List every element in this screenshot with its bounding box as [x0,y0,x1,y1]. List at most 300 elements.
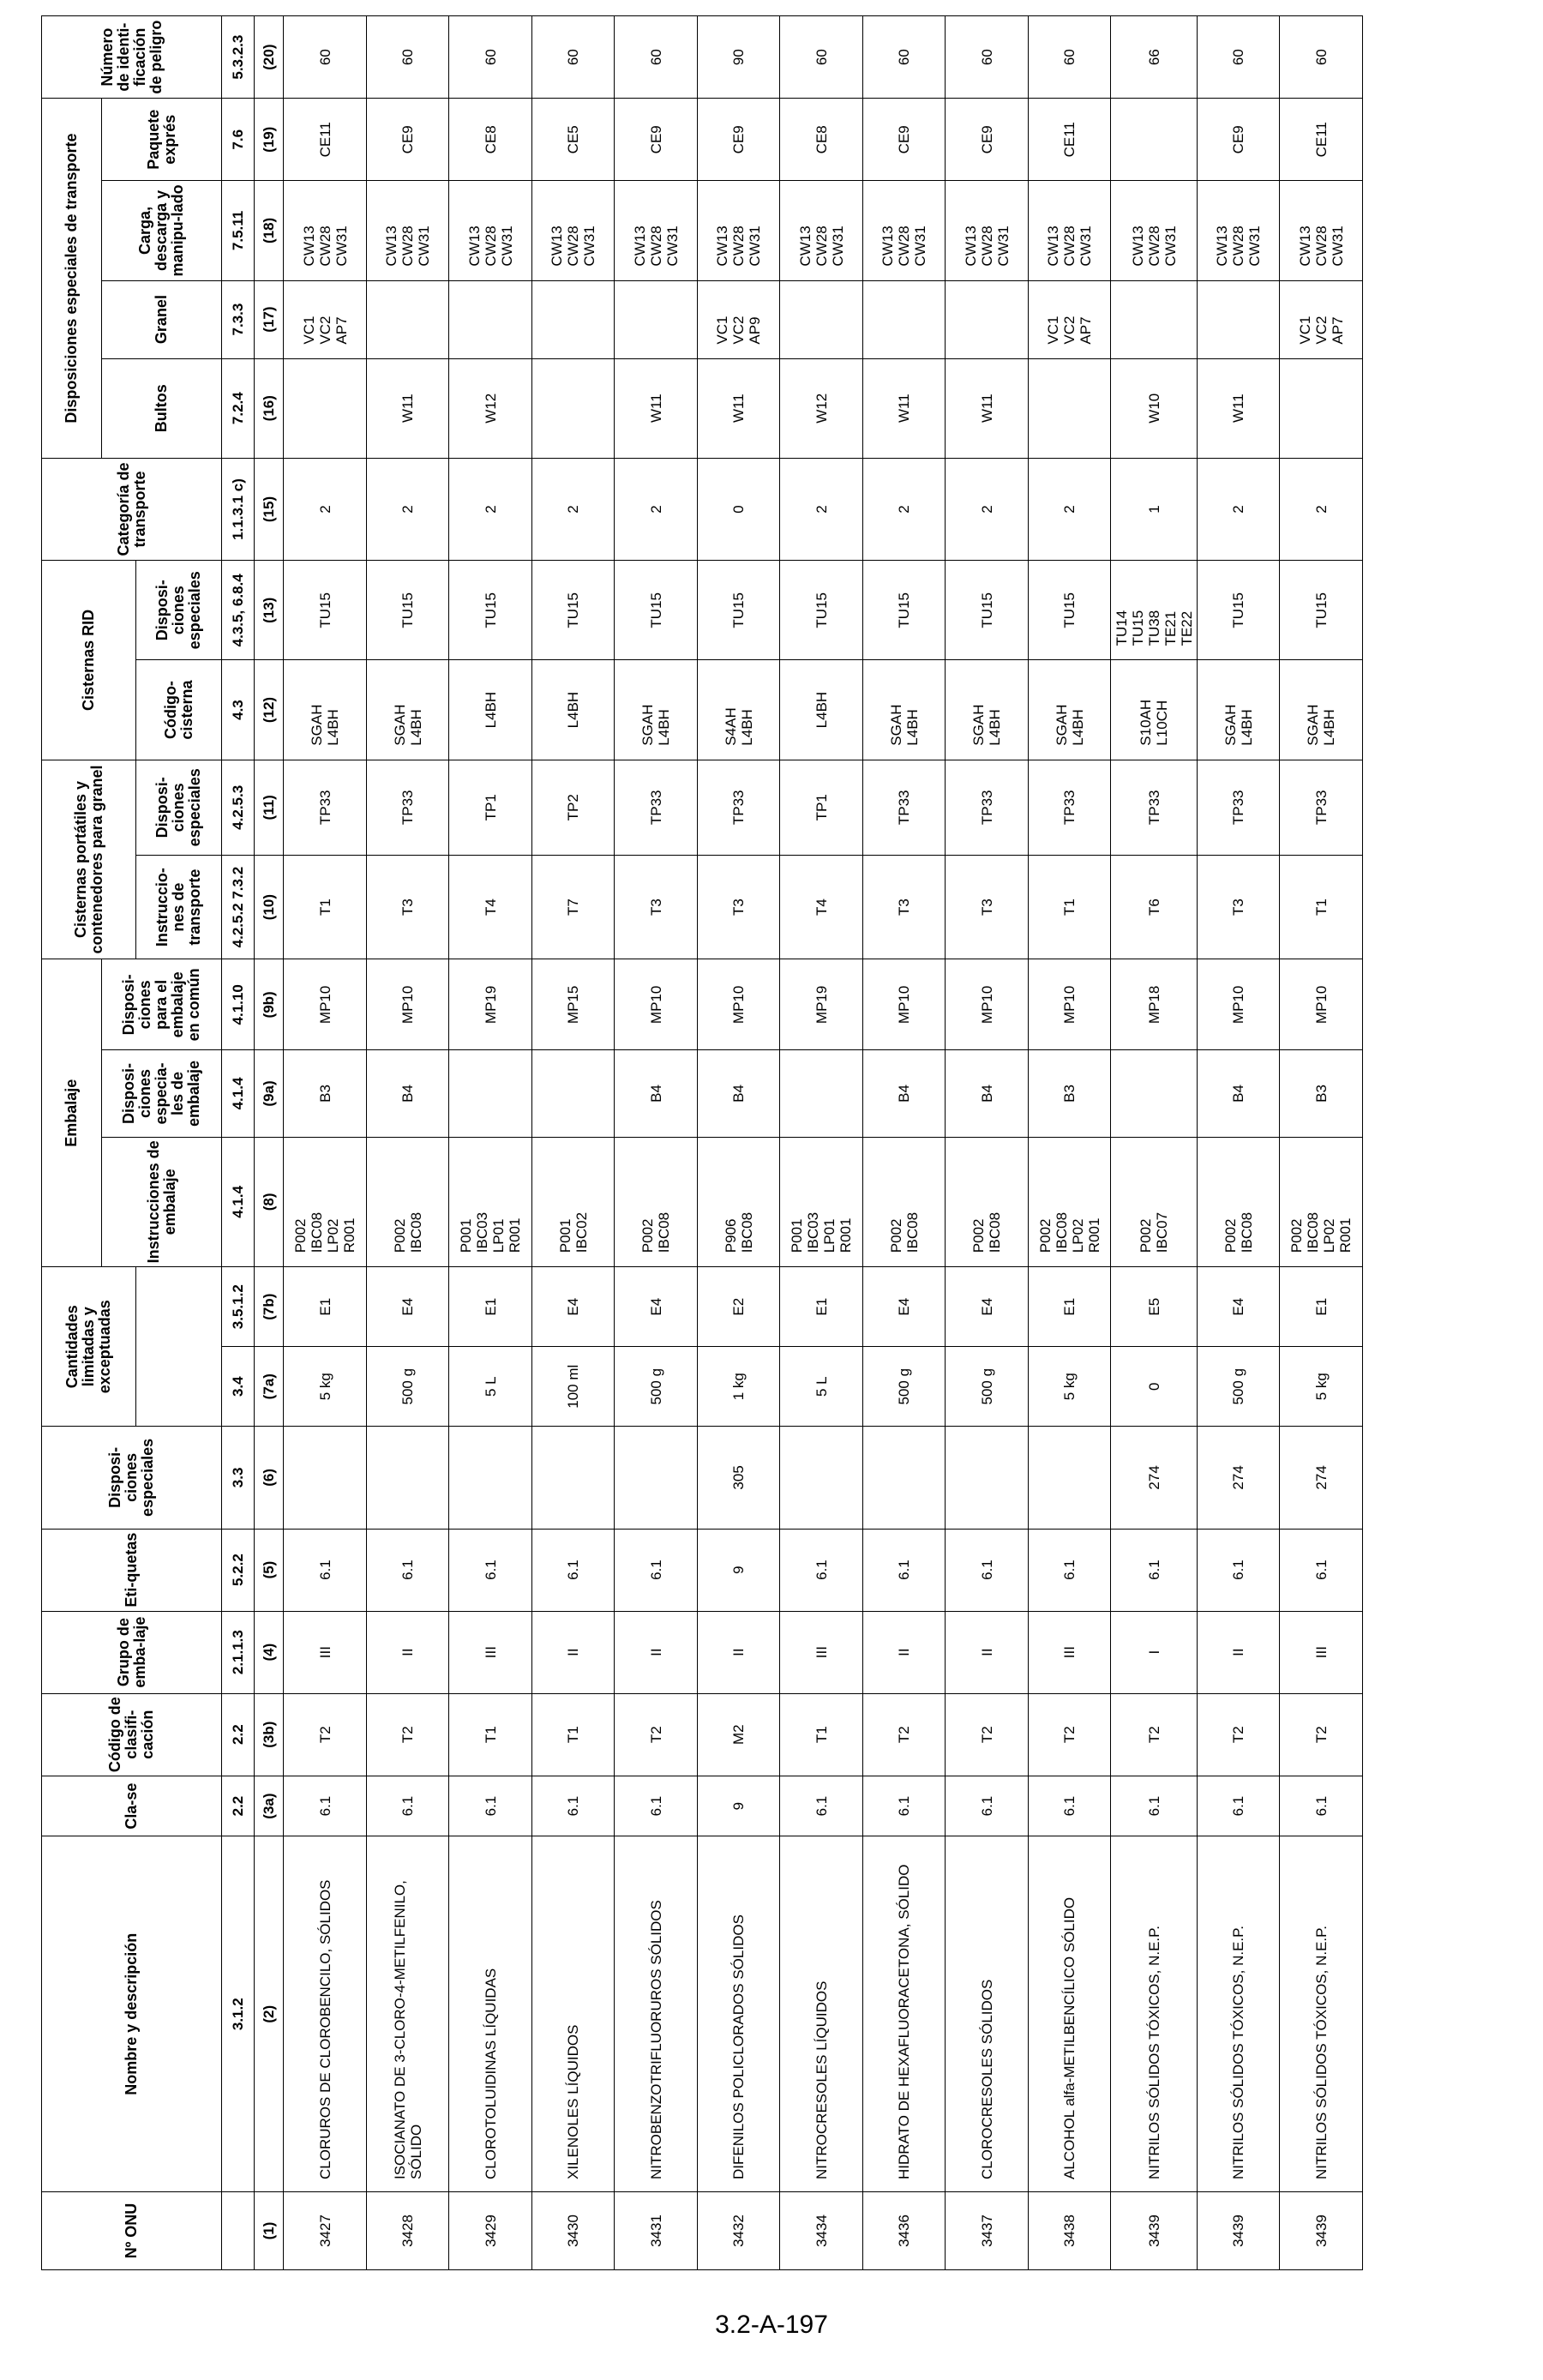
table-row-cell: III [1028,1611,1111,1693]
table-row [697,16,780,2270]
table-row-cell: I [1111,1611,1198,1693]
table-row-cell: 305 [697,1427,780,1529]
table-row-cell: TP33 [862,760,946,855]
table-row-cell [1111,1050,1198,1137]
table-row-cell: MP18 [1111,959,1198,1050]
table-row-cell: 3432 [697,2192,780,2270]
table-row-cell: L4BH [531,660,615,760]
table-row-cell: TU15 [1197,561,1280,660]
header-no-onu: Nº ONU [42,2192,222,2270]
table-row-cell: NITROBENZOTRIFLUORUROS SÓLIDOS [615,1836,698,2192]
table-row-cell: P002 IBC08 LP02 R001 [1028,1137,1111,1267]
table-row-cell: MP19 [780,959,863,1050]
table-row-cell: 6.1 [284,1776,367,1836]
table-row-cell: MP10 [946,959,1029,1050]
table-row-cell: TU15 [366,561,449,660]
table-row-cell: T1 [449,1693,532,1776]
table-row-cell: VC1 VC2 AP7 [1280,280,1363,358]
reference-row-cell: 4.1.10 [222,959,255,1050]
table-row-cell: MP10 [697,959,780,1050]
table-row-cell: 9 [697,1529,780,1611]
table-row-cell: B4 [697,1050,780,1137]
table-row-cell: CLOROTOLUIDINAS LÍQUIDAS [449,1836,532,2192]
table-row-cell: TP33 [946,760,1029,855]
table-row-cell: CE11 [1028,99,1111,181]
column-number-row-cell: (12) [255,660,284,760]
table-row-cell: P001 IBC03 LP01 R001 [449,1137,532,1267]
table-row-cell: W10 [1111,358,1198,458]
reference-row-cell: 7.3.3 [222,280,255,358]
header-numero-peligro: Número de identi-ficación de peligro [42,16,222,99]
table-row-cell [946,280,1029,358]
table-row-cell: CW13 CW28 CW31 [697,181,780,280]
column-number-row [255,16,284,2270]
table-row-cell: TU15 [1028,561,1111,660]
table-row-cell: T7 [531,855,615,959]
table-row-cell: E4 [366,1267,449,1347]
table-row-cell [531,358,615,458]
table-row-cell [1280,358,1363,458]
table-row-cell [946,1427,1029,1529]
column-number-row-cell: (11) [255,760,284,855]
table-row-cell: 6.1 [615,1529,698,1611]
table-row-cell: 6.1 [449,1776,532,1836]
table-row-cell: 60 [284,16,367,99]
table-row-cell: MP10 [615,959,698,1050]
table-row-cell: T2 [1111,1693,1198,1776]
reference-row-cell: 7.2.4 [222,358,255,458]
table-row-cell: 2 [946,458,1029,560]
table-row-cell: 5 kg [1280,1347,1363,1427]
table-row-cell: CW13 CW28 CW31 [1280,181,1363,280]
reference-row-cell: 4.3 [222,660,255,760]
table-row-cell: W11 [1197,358,1280,458]
table-row-cell: E5 [1111,1267,1198,1347]
table-row-cell [615,1427,698,1529]
table-row-cell: T2 [366,1693,449,1776]
table-row-cell: TU14 TU15 TU38 TE21 TE22 [1111,561,1198,660]
table-row-cell: 6.1 [284,1529,367,1611]
table-row-cell: 6.1 [1111,1529,1198,1611]
table-row-cell: T2 [946,1693,1029,1776]
table-row-cell: TP33 [1197,760,1280,855]
header-disp-esp: Disposi-ciones especiales [42,1427,222,1529]
table-row-cell: P002 IBC08 [862,1137,946,1267]
table-row-cell: P001 IBC02 [531,1137,615,1267]
column-number-row-cell: (4) [255,1611,284,1693]
column-number-row-cell: (3b) [255,1693,284,1776]
table-row-cell [780,280,863,358]
table-row-cell: S10AH L10CH [1111,660,1198,760]
table-row-cell: 6.1 [946,1529,1029,1611]
table-row-cell [780,1050,863,1137]
table-row-cell: W11 [862,358,946,458]
header-categoria: Categoría de transporte [42,458,222,560]
table-row-cell: T3 [697,855,780,959]
table-row-cell: 500 g [946,1347,1029,1427]
header-instr-embalaje: Instrucciones de embalaje [102,1137,222,1267]
column-number-row-cell: (19) [255,99,284,181]
table-row-cell: CE8 [780,99,863,181]
table-row-cell: P002 IBC08 LP02 R001 [1280,1137,1363,1267]
column-number-row-cell: (16) [255,358,284,458]
table-row-cell: TP33 [1028,760,1111,855]
reference-row-cell: 3.1.2 [222,1836,255,2192]
table-row-cell: P002 IBC08 [615,1137,698,1267]
reference-row-cell: 2.1.1.3 [222,1611,255,1693]
table-row-cell: III [1280,1611,1363,1693]
table-row-cell: CLORUROS DE CLOROBENCILO, SÓLIDOS [284,1836,367,2192]
table-row-cell: II [862,1611,946,1693]
reference-row-cell: 7.6 [222,99,255,181]
table-row-cell: CE8 [449,99,532,181]
table-row-cell: SGAH L4BH [1028,660,1111,760]
table-row-cell: 60 [366,16,449,99]
table-row-cell: SGAH L4BH [862,660,946,760]
table-row-cell: TU15 [449,561,532,660]
table-row-cell: 6.1 [449,1529,532,1611]
table-row-cell: 60 [1197,16,1280,99]
table-row-cell: 3430 [531,2192,615,2270]
table-row-cell: B4 [862,1050,946,1137]
table-row-cell: T3 [1197,855,1280,959]
table-row-cell: 274 [1111,1427,1198,1529]
table-row-cell: 2 [615,458,698,560]
table-row-cell: TU15 [615,561,698,660]
table-row-cell: MP10 [366,959,449,1050]
table-body [222,16,1363,2270]
table-row-cell: 3439 [1111,2192,1198,2270]
table-row-cell: 2 [862,458,946,560]
table-row-cell: TP33 [1280,760,1363,855]
reference-row-cell: 3.4 [222,1347,255,1427]
reference-row-cell: 3.5.1.2 [222,1267,255,1347]
table-row-cell: 60 [1280,16,1363,99]
table-row-cell: 0 [697,458,780,560]
column-number-row-cell: (20) [255,16,284,99]
reference-row [222,16,255,2270]
table-row-cell: B4 [946,1050,1029,1137]
table-row-cell: 60 [946,16,1029,99]
header-row-1 [42,16,102,2270]
table-row-cell [284,358,367,458]
table-row-cell: CE9 [615,99,698,181]
column-number-row-cell: (9a) [255,1050,284,1137]
table-row-cell: B3 [284,1050,367,1137]
table-row-cell: E1 [1280,1267,1363,1347]
table-row-cell: 1 [1111,458,1198,560]
header-carga: Carga, descarga y manipu-lado [102,181,222,280]
table-row-cell: E4 [1197,1267,1280,1347]
table-row-cell: 274 [1197,1427,1280,1529]
table-row-cell: 6.1 [1028,1776,1111,1836]
table-row-cell: 6.1 [615,1776,698,1836]
table-row-cell: B4 [615,1050,698,1137]
table-row-cell: 3434 [780,2192,863,2270]
table-row-cell: E1 [780,1267,863,1347]
table-row-cell: 3436 [862,2192,946,2270]
table-row-cell: CE9 [697,99,780,181]
table-row-cell: 3439 [1280,2192,1363,2270]
reference-row-cell: 7.5.11 [222,181,255,280]
reference-row-cell: 4.3.5, 6.8.4 [222,561,255,660]
reference-row-cell: 3.3 [222,1427,255,1529]
table-row-cell: TU15 [1280,561,1363,660]
table-row-cell [862,280,946,358]
table-row-cell: CW13 CW28 CW31 [531,181,615,280]
table-row-cell: HIDRATO DE HEXAFLUORACETONA, SÓLIDO [862,1836,946,2192]
table-row-cell: 3429 [449,2192,532,2270]
table-row-cell: E1 [1028,1267,1111,1347]
table-row-cell: B3 [1028,1050,1111,1137]
reference-row-cell: 1.1.3.1 c) [222,458,255,560]
table-row-cell: W11 [946,358,1029,458]
table-row-cell: P002 IBC07 [1111,1137,1198,1267]
table-row-cell: 2 [366,458,449,560]
table-row-cell [449,1050,532,1137]
table-row-cell: SGAH L4BH [284,660,367,760]
table-row [946,16,1029,2270]
table-row-cell: MP10 [1280,959,1363,1050]
table-row-cell: SGAH L4BH [946,660,1029,760]
table-row-cell: II [531,1611,615,1693]
table-row-cell: CW13 CW28 CW31 [284,181,367,280]
header-codigo-cisterna: Código-cisterna [136,660,222,760]
table-row-cell: 6.1 [1028,1529,1111,1611]
table-row-cell: W12 [780,358,863,458]
table-row-cell: 2 [1028,458,1111,560]
header-disp-transporte: Disposiciones especiales de transporte [42,99,102,459]
table-row-cell: TU15 [780,561,863,660]
table-row-cell: 274 [1280,1427,1363,1529]
table-row-cell: VC1 VC2 AP7 [284,280,367,358]
table-row-cell: CW13 CW28 CW31 [1111,181,1198,280]
column-number-row-cell: (17) [255,280,284,358]
table-row-cell: T6 [1111,855,1198,959]
table-row-cell: T1 [1280,855,1363,959]
table-row [862,16,946,2270]
table-row-cell: 500 g [366,1347,449,1427]
column-number-row-cell: (18) [255,181,284,280]
table-row-cell: W11 [366,358,449,458]
table-row-cell: MP10 [1028,959,1111,1050]
reference-row-cell: 4.1.4 [222,1050,255,1137]
table-row-cell: S4AH L4BH [697,660,780,760]
reference-row-cell: 4.1.4 [222,1137,255,1267]
table-row-cell [366,1427,449,1529]
table-row-cell: T2 [1028,1693,1111,1776]
header-disp-embalaje-comun: Disposi-ciones para el embalaje en común [102,959,222,1050]
table-row-cell: CE9 [946,99,1029,181]
table-row-cell [1028,1427,1111,1529]
table-row-cell: ISOCIANATO DE 3-CLORO-4-METILFENILO, SÓLIDO [366,1836,449,2192]
table-row-cell: M2 [697,1693,780,1776]
table-row-cell: II [366,1611,449,1693]
table-row-cell [531,1427,615,1529]
reference-row-cell: 2.2 [222,1776,255,1836]
table-row-cell: T1 [284,855,367,959]
table-row-cell: 3437 [946,2192,1029,2270]
table-row-cell: P001 IBC03 LP01 R001 [780,1137,863,1267]
table-row-cell: 60 [615,16,698,99]
table-row-cell [531,1050,615,1137]
table-row-cell: 6.1 [531,1776,615,1836]
table-row-cell: 90 [697,16,780,99]
table-row-cell: CW13 CW28 CW31 [366,181,449,280]
table-row-cell: CLOROCRESOLES SÓLIDOS [946,1836,1029,2192]
header-disp-esp-rid: Disposi-ciones especiales [136,561,222,660]
table-row-cell: TU15 [862,561,946,660]
table-row-cell: 3438 [1028,2192,1111,2270]
table-row-cell: CE9 [1197,99,1280,181]
table-row-cell: L4BH [780,660,863,760]
header-bultos: Bultos [102,358,222,458]
table-row-cell: T1 [780,1693,863,1776]
table-row-cell: 2 [531,458,615,560]
table-row-cell: SGAH L4BH [615,660,698,760]
header-nombre: Nombre y descripción [42,1836,222,2192]
table-row-cell: SGAH L4BH [366,660,449,760]
table-row-cell: 5 L [449,1347,532,1427]
table-row-cell: MP10 [1197,959,1280,1050]
header-granel: Granel [102,280,222,358]
table-row-cell: T3 [862,855,946,959]
header-cantidades-sub [136,1267,222,1427]
table-row-cell: ALCOHOL alfa-METILBENCÍLICO SÓLIDO [1028,1836,1111,2192]
table-row-cell: II [615,1611,698,1693]
table-row-cell: 60 [780,16,863,99]
reference-row-cell: 4.2.5.3 [222,760,255,855]
column-number-row-cell: (5) [255,1529,284,1611]
table-row-cell: 6.1 [531,1529,615,1611]
header-embalaje: Embalaje [42,959,102,1267]
table-row-cell: 6.1 [946,1776,1029,1836]
table-row-cell: TU15 [946,561,1029,660]
page-number: 3.2-A-197 [715,2311,828,2339]
table-row-cell: 9 [697,1776,780,1836]
table-row-cell: TP33 [366,760,449,855]
table-row-cell: P002 IBC08 [366,1137,449,1267]
table-row-cell: 5 kg [284,1347,367,1427]
column-number-row-cell: (8) [255,1137,284,1267]
table-row-cell: 3431 [615,2192,698,2270]
table-row-cell [780,1427,863,1529]
table-row-cell: CE11 [1280,99,1363,181]
table-row-cell: TP1 [780,760,863,855]
table-row-cell: CW13 CW28 CW31 [1197,181,1280,280]
table-row-cell: 60 [1028,16,1111,99]
table-row-cell: CW13 CW28 CW31 [946,181,1029,280]
reference-row-cell: 5.3.2.3 [222,16,255,99]
table-row-cell: 500 g [1197,1347,1280,1427]
reference-row-cell: 4.2.5.2 7.3.2 [222,855,255,959]
table-row-cell: 3427 [284,2192,367,2270]
table-row-cell: 5 kg [1028,1347,1111,1427]
header-etiquetas: Eti-quetas [42,1529,222,1611]
table-row-cell: E1 [449,1267,532,1347]
dangerous-goods-table [41,15,1363,2270]
table-row-cell: TU15 [697,561,780,660]
table-row-cell: 60 [531,16,615,99]
table-row-cell: TU15 [284,561,367,660]
table-row-cell: 0 [1111,1347,1198,1427]
reference-row-cell [222,2192,255,2270]
table-row-cell [1111,99,1198,181]
reference-row-cell: 5.2.2 [222,1529,255,1611]
column-number-row-cell: (15) [255,458,284,560]
table-row-cell: NITROCRESOLES LÍQUIDOS [780,1836,863,2192]
column-number-row-cell: (1) [255,2192,284,2270]
table-row [615,16,698,2270]
header-paquete: Paquete exprés [102,99,222,181]
table-row-cell: 2 [1280,458,1363,560]
table-row-cell: CW13 CW28 CW31 [615,181,698,280]
table-row-cell: T3 [946,855,1029,959]
column-number-row-cell: (6) [255,1427,284,1529]
table-row-cell: 6.1 [1197,1529,1280,1611]
table-row-cell: XILENOLES LÍQUIDOS [531,1836,615,2192]
table-row-cell: T3 [366,855,449,959]
table-row-cell: TP33 [615,760,698,855]
table-row-cell: 6.1 [1111,1776,1198,1836]
table-row-cell: DIFENILOS POLICLORADOS SÓLIDOS [697,1836,780,2192]
table-row-cell: W11 [615,358,698,458]
table-row [531,16,615,2270]
table-row-cell: P906 IBC08 [697,1137,780,1267]
table-row-cell: 66 [1111,16,1198,99]
table-row-cell: 6.1 [1197,1776,1280,1836]
table-row-cell: E4 [946,1267,1029,1347]
table-row-cell: III [449,1611,532,1693]
header-grupo: Grupo de emba-laje [42,1611,222,1693]
table-row-cell: T2 [615,1693,698,1776]
table-row [1280,16,1363,2270]
table-row-cell: III [780,1611,863,1693]
table-row-cell: 2 [449,458,532,560]
header-disp-esp-embalaje: Disposi-ciones especia-les de embalaje [102,1050,222,1137]
table-row-cell: 5 L [780,1347,863,1427]
column-number-row-cell: (2) [255,1836,284,2192]
table-row-cell: TP2 [531,760,615,855]
table-row-cell: E2 [697,1267,780,1347]
table-row-cell: 2 [1197,458,1280,560]
table-row-cell: 60 [449,16,532,99]
table-row-cell [284,1427,367,1529]
table-row-cell: T2 [284,1693,367,1776]
table-row-cell: TP1 [449,760,532,855]
table-row-cell: CE9 [862,99,946,181]
table-row-cell [449,280,532,358]
header-clase: Cla-se [42,1776,222,1836]
table-row-cell: B4 [366,1050,449,1137]
table-row-cell: P002 IBC08 [946,1137,1029,1267]
table-row-cell: E1 [284,1267,367,1347]
table-row-cell: II [946,1611,1029,1693]
table-row [284,16,367,2270]
table-row-cell: 6.1 [862,1529,946,1611]
table-row-cell: W12 [449,358,532,458]
table-row-cell: TP33 [284,760,367,855]
table-row-cell: TP33 [1111,760,1198,855]
table-row-cell: II [697,1611,780,1693]
table-row-cell: W11 [697,358,780,458]
table-row [1111,16,1198,2270]
table-row-cell: TP33 [697,760,780,855]
table-row-cell [1197,280,1280,358]
table-row-cell [862,1427,946,1529]
table-row-cell: SGAH L4BH [1197,660,1280,760]
table-row-cell: NITRILOS SÓLIDOS TÓXICOS, N.E.P. [1197,1836,1280,2192]
